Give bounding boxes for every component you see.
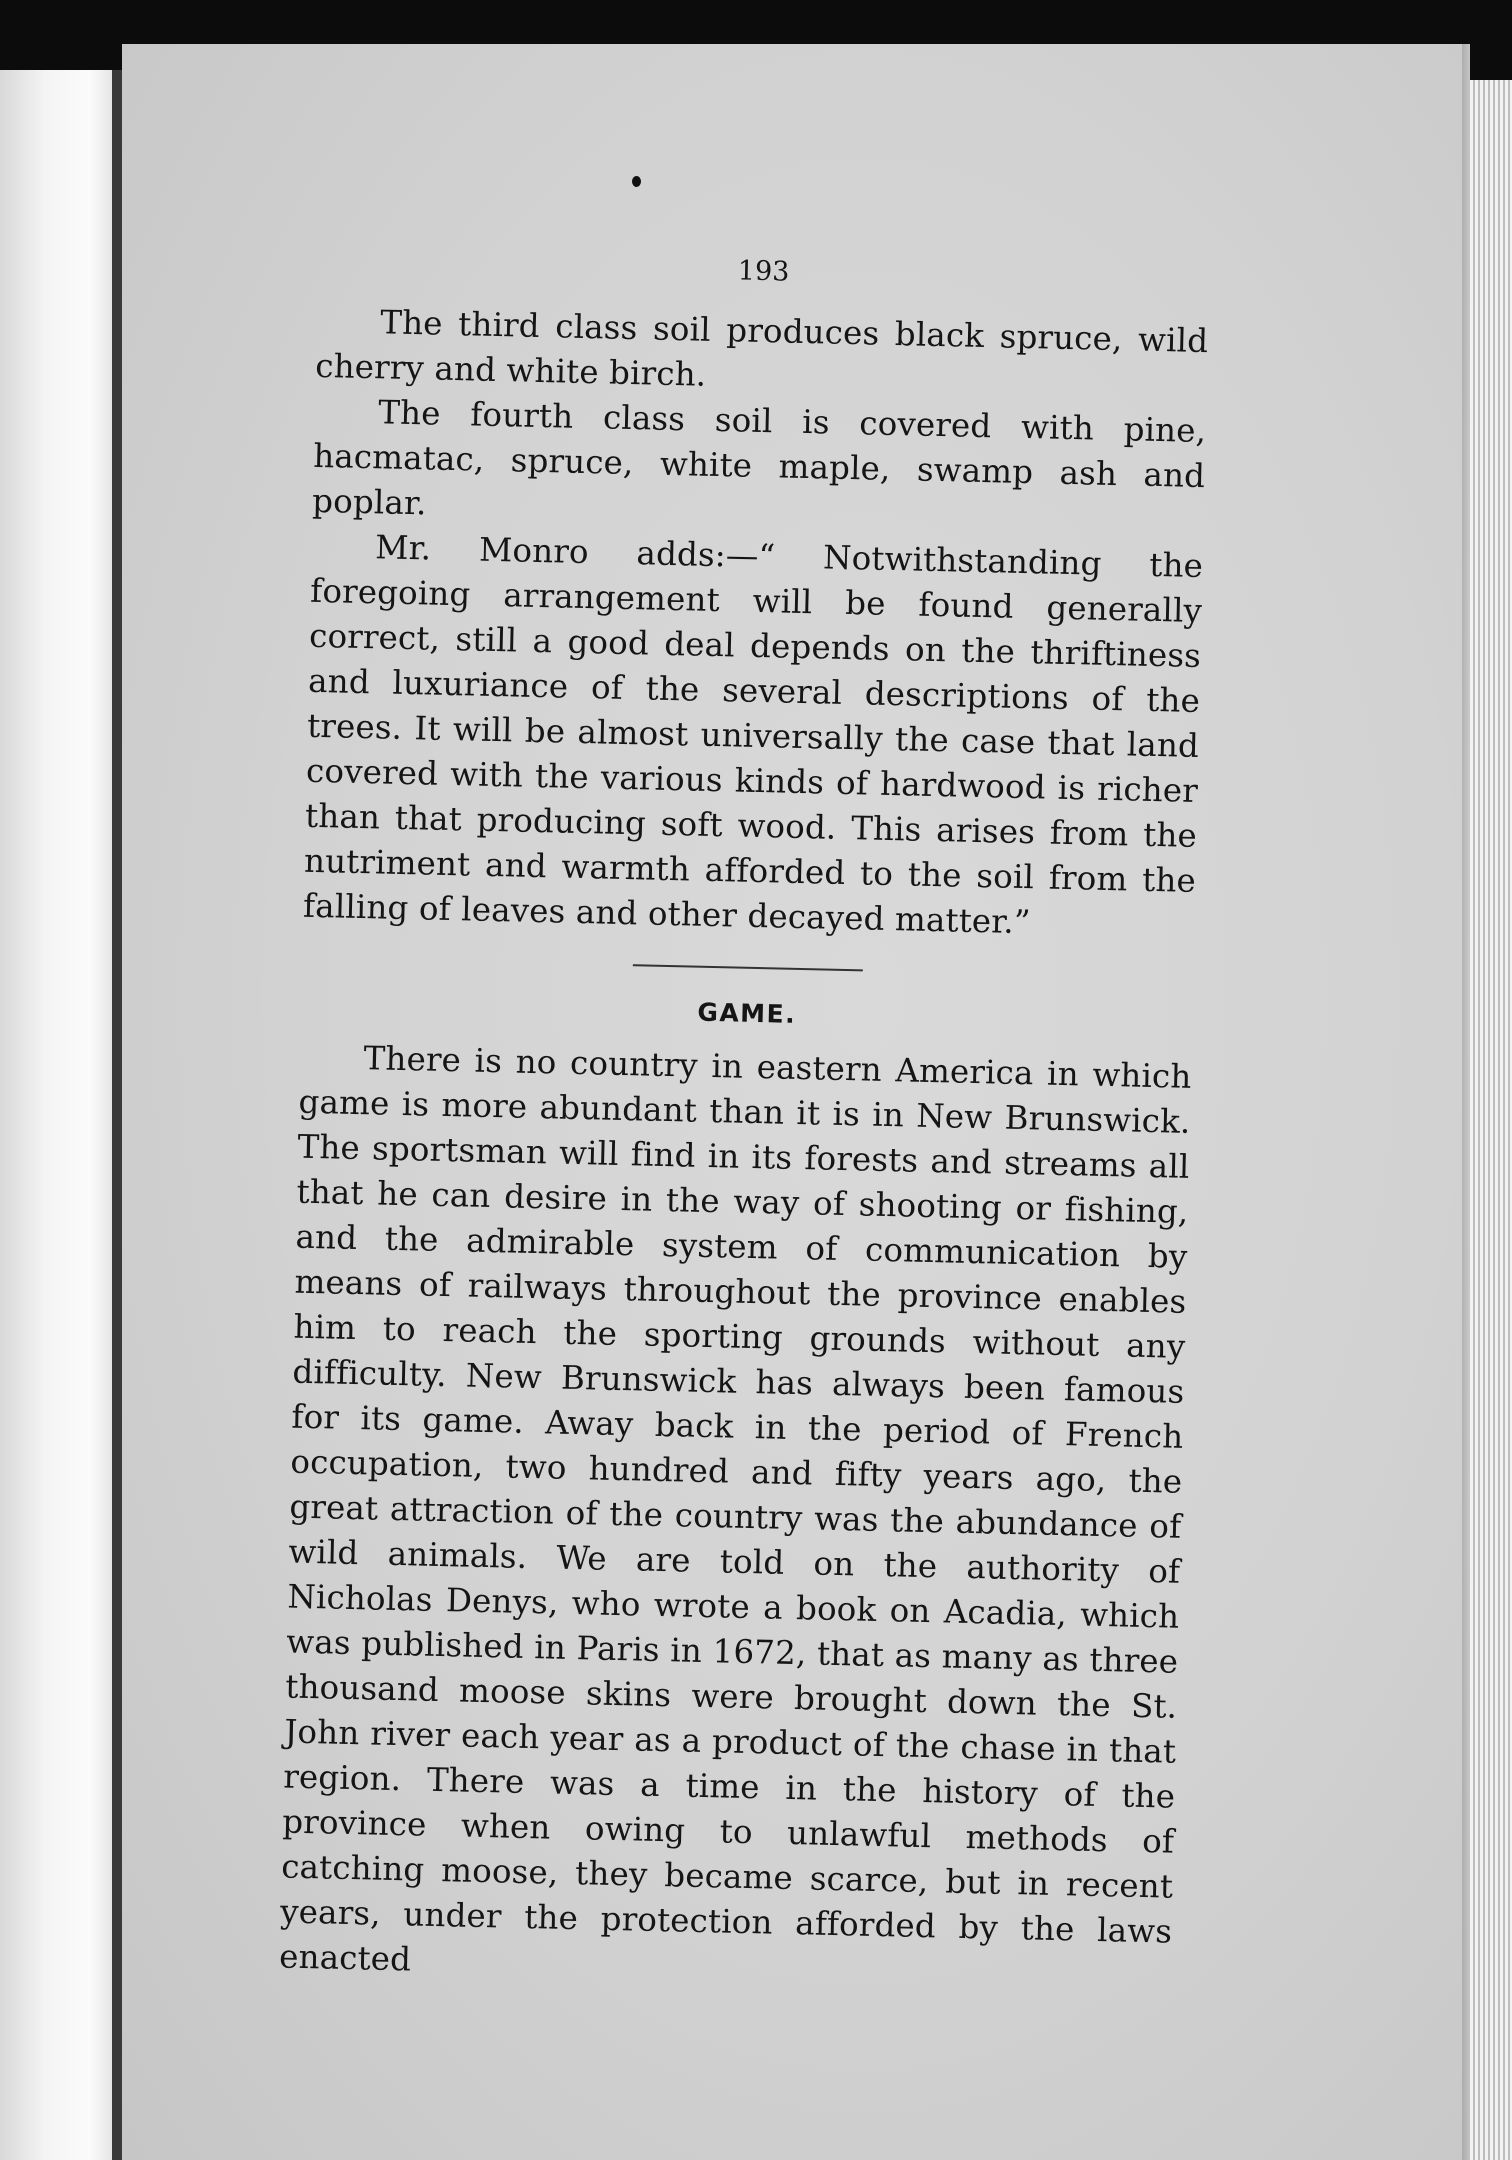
stacked-page-edges <box>1470 80 1512 2160</box>
ink-speck <box>632 176 641 187</box>
paragraph-game: There is no country in eastern America in which game is more abundant than it is in New Brunswick. The sportsman will find in its forests and streams all that he can desire in the way of shooting or fishing, and the admirable system of communication by means of railways throughout the province enables him to reach the sporting grounds without any difficulty. New Brunswick has always been famous for its game. Away back in the period of French occupation, two hundred and fifty years ago, the great attraction of the country was the abundance of wild animals. We are told on the authority of Nicholas Denys, who wrote a book on Acadia, which was published in Paris in 1672, that as many as three thousand moose skins were brought down the St. John river each year as a product of the chase in that region. There was a time in the history of the province when owing to unlawful methods of catching moose, they became scarce, but in recent years, under the protection afforded by the laws enacted <box>278 1039 1192 1979</box>
paragraph-third-class-soil: The third class soil produces black spruce, wild cherry and white birch. <box>314 303 1209 394</box>
facing-page-edge <box>0 70 112 2160</box>
section-heading: GAME. <box>697 997 797 1029</box>
gutter-shadow <box>112 70 122 2160</box>
page-number: 193 <box>737 255 790 288</box>
paragraph-fourth-class-soil: The fourth class soil is covered with pine, hacmatac, spruce, white maple, swamp ash and poplar. <box>311 393 1207 523</box>
section-divider <box>633 964 863 971</box>
page-text-block <box>279 245 1210 2000</box>
paragraph-monro-quote: Mr. Monro adds:—“ Notwithstanding the foregoing arrangement will be found generally correct, still a good deal depends on the thriftiness and luxuriance of the several descriptions of the trees. It will be almost universally the case that land covered with the various kinds of hardwood is richer than that producing soft wood. This arises from the nutriment and warmth afforded to the soil from the falling of leaves and other decayed matter.” <box>302 528 1204 942</box>
